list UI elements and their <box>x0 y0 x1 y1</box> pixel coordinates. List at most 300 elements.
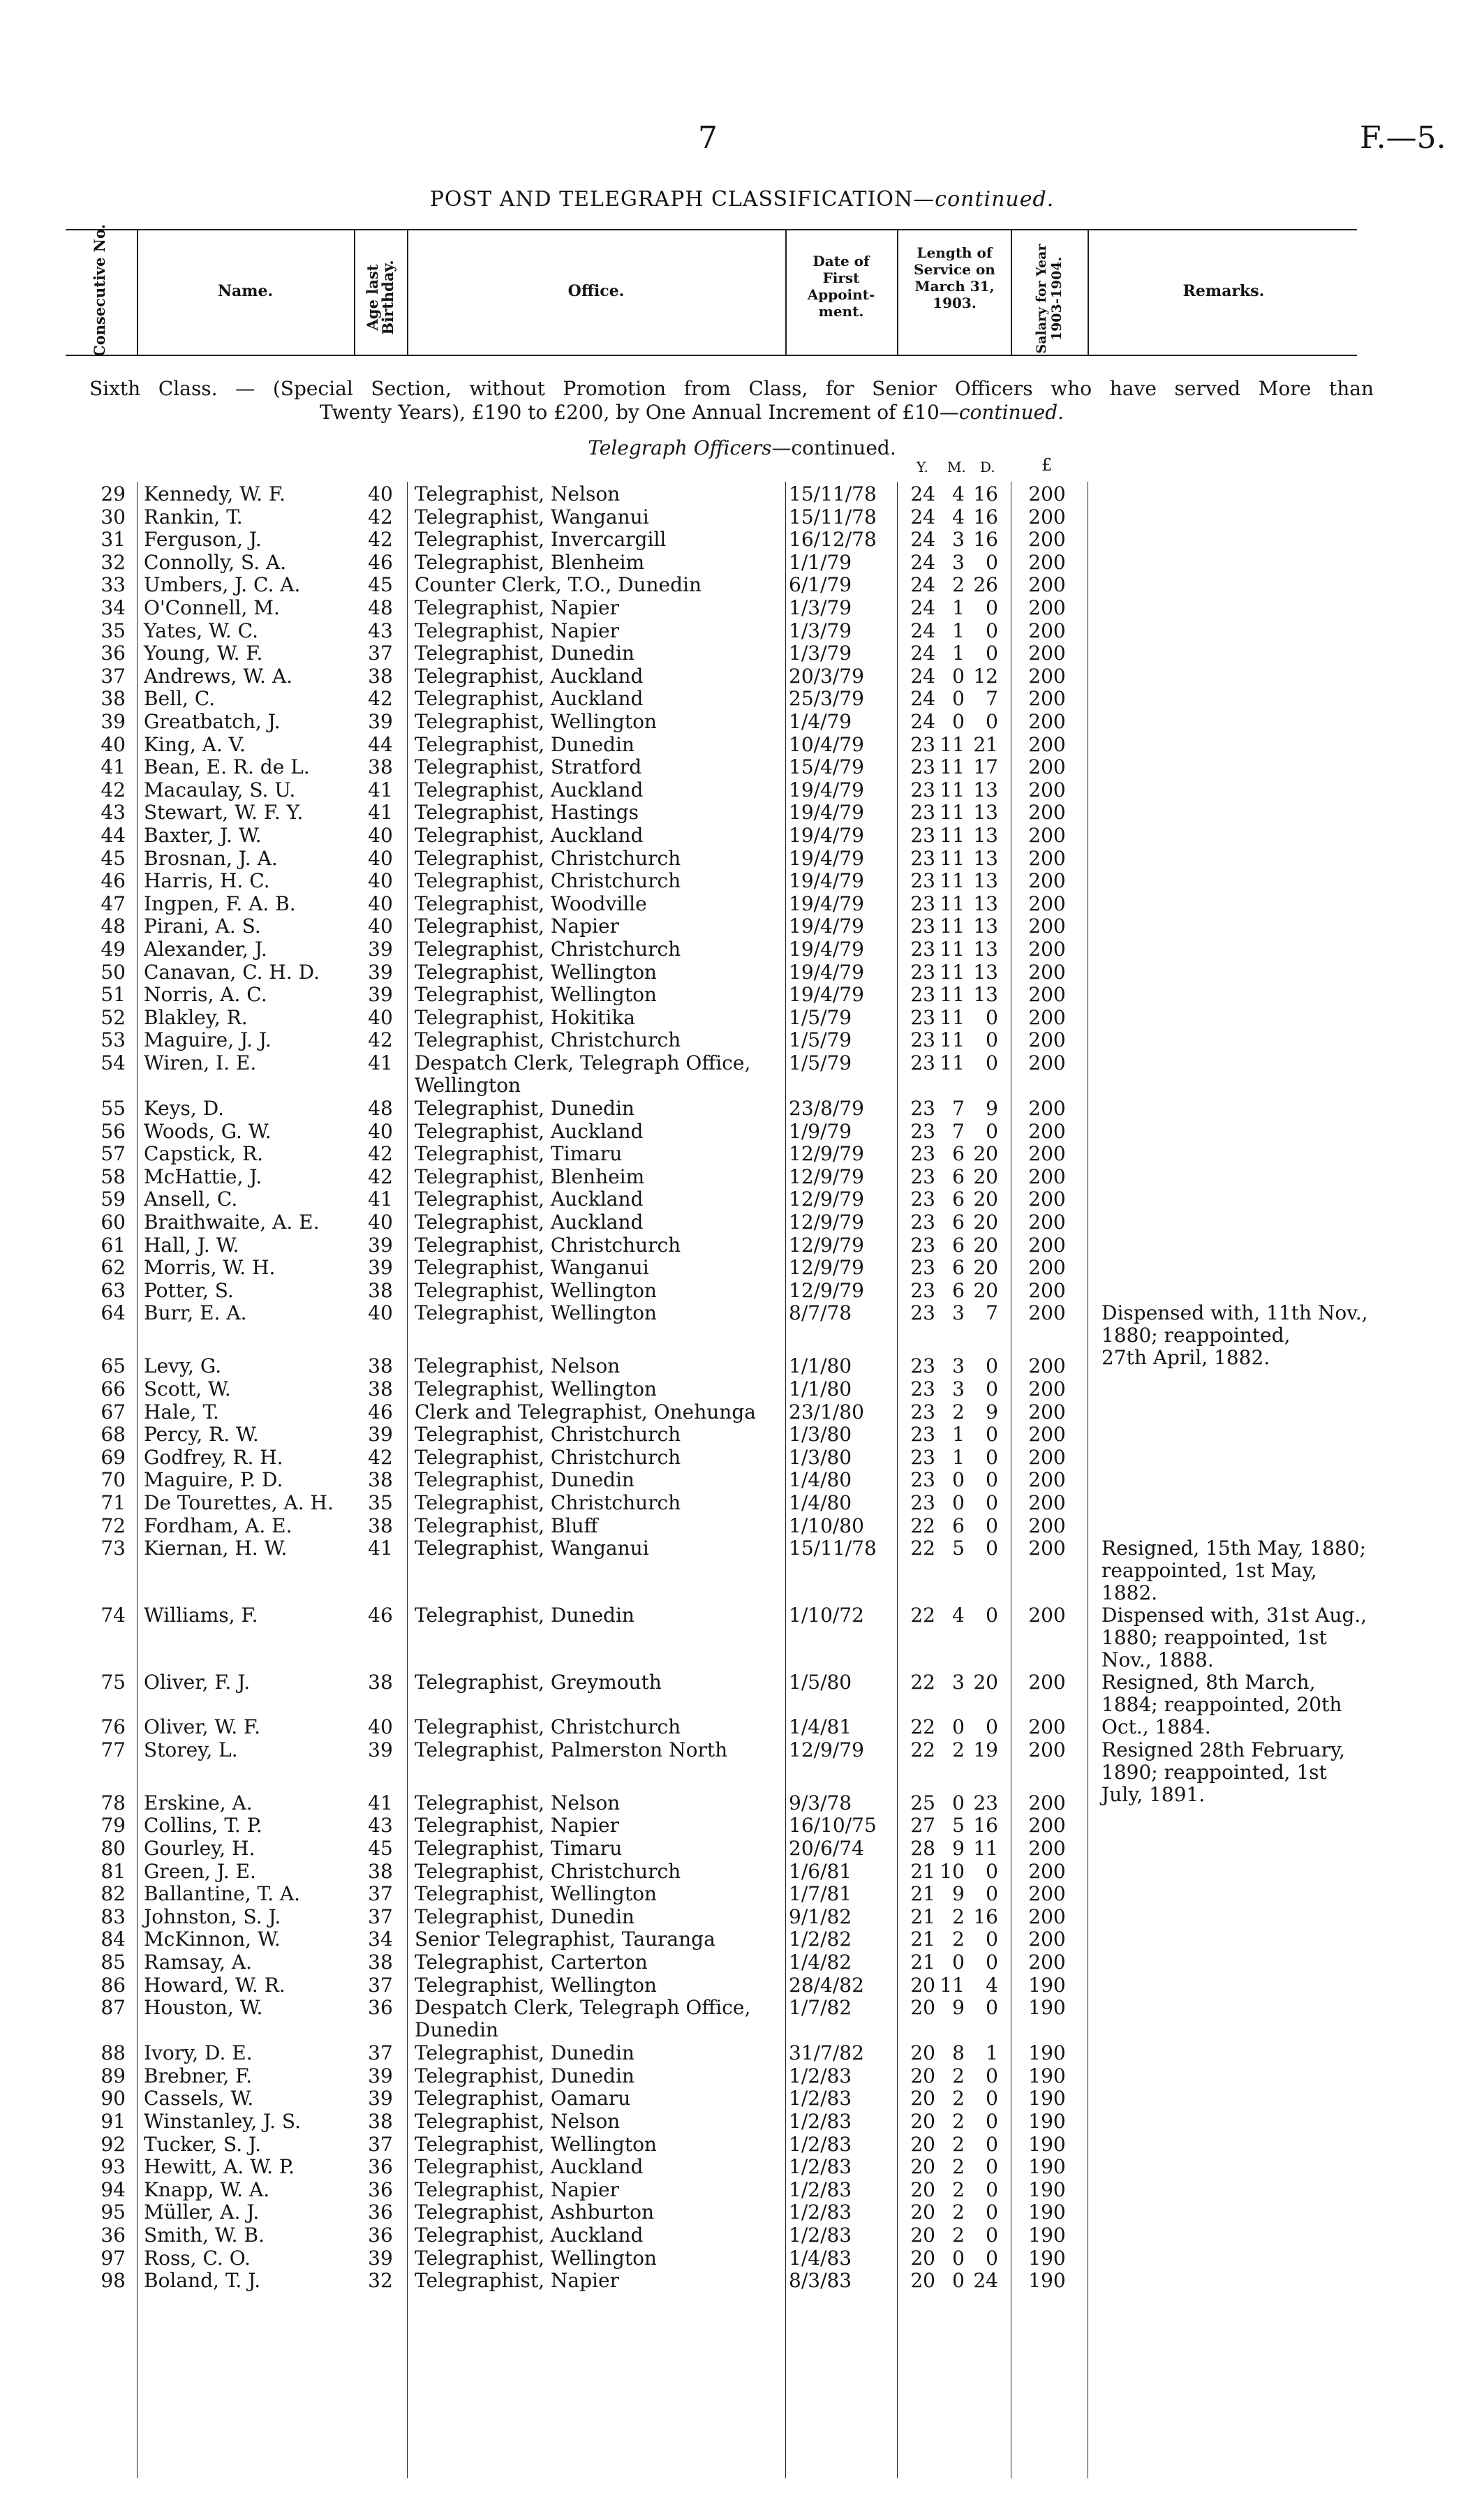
row-age: 39 <box>368 2087 393 2110</box>
row-age: 38 <box>368 1354 393 1378</box>
row-service-years: 24 <box>910 505 935 528</box>
row-number: 44 <box>101 824 126 847</box>
row-service-months: 6 <box>952 1233 965 1257</box>
row-date: 1/2/83 <box>789 2224 852 2247</box>
row-salary: 200 <box>1028 619 1066 642</box>
row-service-years: 20 <box>910 1973 935 1997</box>
row-date: 1/3/80 <box>789 1445 852 1469</box>
row-name: Ingpen, F. A. B. <box>144 892 296 915</box>
row-salary: 200 <box>1028 1445 1066 1469</box>
row-service-months: 11 <box>940 938 965 961</box>
row-service-months: 2 <box>952 573 965 597</box>
row-date: 1/2/83 <box>789 2132 852 2156</box>
column-rule <box>897 482 898 2478</box>
row-office: Telegraphist, Woodville <box>415 892 647 915</box>
row-salary: 200 <box>1028 642 1066 665</box>
row-name: Green, J. E. <box>144 1859 256 1883</box>
row-number: 40 <box>101 732 126 756</box>
row-service-months: 6 <box>952 1211 965 1234</box>
row-number: 72 <box>101 1514 126 1537</box>
row-remarks: Resigned 28th February, 1890; reappointed, 1st July, 1891. <box>1101 1738 1346 1806</box>
row-office: Telegraphist, Auckland <box>415 824 644 847</box>
row-date: 19/4/79 <box>789 824 864 847</box>
row-salary: 200 <box>1028 1905 1066 1928</box>
row-number: 36 <box>101 2224 126 2247</box>
row-office: Telegraphist, Invercargill <box>415 528 667 552</box>
row-name: Macaulay, S. U. <box>144 778 296 801</box>
row-service-days: 13 <box>973 846 998 870</box>
row-office: Telegraphist, Dunedin <box>415 1604 635 1627</box>
row-salary: 200 <box>1028 1514 1066 1537</box>
row-office: Telegraphist, Christchurch <box>415 1233 681 1257</box>
row-office: Telegraphist, Carterton <box>415 1951 648 1974</box>
row-date: 8/3/83 <box>789 2269 852 2293</box>
row-service-days: 0 <box>986 1119 998 1143</box>
row-office: Telegraphist, Nelson <box>415 482 621 505</box>
row-service-days: 16 <box>973 482 998 505</box>
row-service-months: 2 <box>952 2155 965 2179</box>
row-number: 84 <box>101 1928 126 1951</box>
row-service-years: 21 <box>910 1882 935 1906</box>
row-office: Telegraphist, Dunedin <box>415 732 635 756</box>
header-bottom-rule <box>66 355 1357 356</box>
row-name: Bean, E. R. de L. <box>144 755 310 779</box>
row-number: 91 <box>101 2110 126 2133</box>
row-service-days: 16 <box>973 1905 998 1928</box>
row-name: Hall, J. W. <box>144 1233 239 1257</box>
row-name: Braithwaite, A. E. <box>144 1211 320 1234</box>
row-salary: 200 <box>1028 1097 1066 1120</box>
row-office: Telegraphist, Christchurch <box>415 1423 681 1447</box>
header-divider <box>897 229 898 355</box>
row-number: 43 <box>101 801 126 824</box>
row-service-months: 6 <box>952 1256 965 1280</box>
row-age: 45 <box>368 573 393 597</box>
row-service-days: 13 <box>973 892 998 915</box>
row-service-days: 0 <box>986 1468 998 1492</box>
row-office: Telegraphist, Wellington <box>415 2132 657 2156</box>
row-service-years: 22 <box>910 1738 935 1761</box>
row-service-months: 11 <box>940 801 965 824</box>
row-age: 39 <box>368 1233 393 1257</box>
page-number: 7 <box>698 120 718 156</box>
row-name: Godfrey, R. H. <box>144 1445 283 1469</box>
row-number: 55 <box>101 1097 126 1120</box>
row-office: Telegraphist, Dunedin <box>415 2041 635 2065</box>
row-date: 15/4/79 <box>789 755 864 779</box>
row-number: 35 <box>101 619 126 642</box>
row-office: Telegraphist, Auckland <box>415 778 644 801</box>
row-service-years: 23 <box>910 960 935 984</box>
row-date: 19/4/79 <box>789 983 864 1007</box>
row-service-years: 23 <box>910 732 935 756</box>
row-number: 70 <box>101 1468 126 1492</box>
row-name: Pirani, A. S. <box>144 915 261 938</box>
row-date: 1/10/72 <box>789 1604 864 1627</box>
row-service-months: 7 <box>952 1097 965 1120</box>
row-date: 23/1/80 <box>789 1400 864 1423</box>
row-service-months: 0 <box>952 1491 965 1514</box>
row-age: 39 <box>368 2246 393 2270</box>
row-salary: 200 <box>1028 1301 1066 1325</box>
row-salary: 190 <box>1028 2110 1066 2133</box>
row-age: 40 <box>368 482 393 505</box>
row-service-months: 4 <box>952 505 965 528</box>
row-service-months: 0 <box>952 2246 965 2270</box>
row-date: 1/4/80 <box>789 1491 852 1514</box>
row-service-years: 20 <box>910 2087 935 2110</box>
row-name: Connolly, S. A. <box>144 550 287 574</box>
row-service-months: 0 <box>952 1468 965 1492</box>
row-age: 41 <box>368 1188 393 1211</box>
row-number: 94 <box>101 2177 126 2201</box>
row-service-days: 0 <box>986 2132 998 2156</box>
row-date: 1/5/79 <box>789 1028 852 1052</box>
row-service-years: 21 <box>910 1951 935 1974</box>
row-salary: 200 <box>1028 1791 1066 1814</box>
row-date: 1/5/79 <box>789 1051 852 1074</box>
row-number: 92 <box>101 2132 126 2156</box>
row-service-years: 23 <box>910 983 935 1007</box>
row-name: Cassels, W. <box>144 2087 254 2110</box>
row-salary: 200 <box>1028 1604 1066 1627</box>
row-service-days: 0 <box>986 1005 998 1029</box>
row-age: 42 <box>368 1445 393 1469</box>
row-service-years: 22 <box>910 1514 935 1537</box>
row-age: 38 <box>368 664 393 688</box>
row-salary: 200 <box>1028 710 1066 733</box>
row-date: 19/4/79 <box>789 801 864 824</box>
row-service-days: 24 <box>973 2269 998 2293</box>
column-header-salary: Salary for Year 1903-1904. <box>1034 244 1064 354</box>
row-service-days: 26 <box>973 573 998 597</box>
row-office: Telegraphist, Napier <box>415 915 619 938</box>
row-name: Scott, W. <box>144 1377 231 1400</box>
row-service-days: 16 <box>973 505 998 528</box>
row-name: Howard, W. R. <box>144 1973 285 1997</box>
row-number: 93 <box>101 2155 126 2179</box>
row-service-days: 13 <box>973 778 998 801</box>
row-number: 77 <box>101 1738 126 1761</box>
row-name: Hewitt, A. W. P. <box>144 2155 295 2179</box>
row-age: 39 <box>368 938 393 961</box>
row-number: 49 <box>101 938 126 961</box>
row-age: 40 <box>368 1211 393 1234</box>
row-service-months: 11 <box>940 1051 965 1074</box>
row-age: 43 <box>368 619 393 642</box>
row-age: 41 <box>368 1537 393 1560</box>
row-age: 38 <box>368 1278 393 1302</box>
row-service-months: 3 <box>952 1377 965 1400</box>
row-salary: 190 <box>1028 2201 1066 2224</box>
row-name: Ramsay, A. <box>144 1951 253 1974</box>
row-service-years: 23 <box>910 1491 935 1514</box>
row-service-years: 22 <box>910 1604 935 1627</box>
row-age: 37 <box>368 642 393 665</box>
row-salary: 200 <box>1028 824 1066 847</box>
row-service-days: 13 <box>973 801 998 824</box>
row-age: 38 <box>368 755 393 779</box>
row-service-days: 0 <box>986 2064 998 2087</box>
row-name: Storey, L. <box>144 1738 238 1761</box>
row-service-years: 21 <box>910 1859 935 1883</box>
row-office: Telegraphist, Wellington <box>415 1377 657 1400</box>
row-age: 46 <box>368 1604 393 1627</box>
row-name: Young, W. F. <box>144 642 263 665</box>
row-service-months: 9 <box>952 1996 965 2020</box>
row-name: Woods, G. W. <box>144 1119 272 1143</box>
row-salary: 200 <box>1028 846 1066 870</box>
row-date: 15/11/78 <box>789 482 877 505</box>
row-service-days: 0 <box>986 1491 998 1514</box>
row-date: 12/9/79 <box>789 1164 864 1188</box>
row-age: 40 <box>368 1301 393 1325</box>
row-service-years: 23 <box>910 1051 935 1074</box>
row-office: Telegraphist, Dunedin <box>415 1097 635 1120</box>
section-line-2-suffix: —continued. <box>939 401 1064 424</box>
row-name: Erskine, A. <box>144 1791 253 1814</box>
row-office: Telegraphist, Napier <box>415 2269 619 2293</box>
row-service-months: 3 <box>952 550 965 574</box>
row-date: 20/6/74 <box>789 1837 864 1860</box>
row-office: Telegraphist, Wellington <box>415 1278 657 1302</box>
row-salary: 200 <box>1028 1814 1066 1837</box>
section-line-1: Sixth Class. — (Special Section, without Promotion from Class, for Senior Officers who have served More than <box>89 377 1374 400</box>
row-name: Ferguson, J. <box>144 528 262 552</box>
row-name: Oliver, W. F. <box>144 1715 261 1739</box>
row-office: Telegraphist, Ashburton <box>415 2201 655 2224</box>
row-office: Telegraphist, Oamaru <box>415 2087 631 2110</box>
row-date: 10/4/79 <box>789 732 864 756</box>
row-salary: 200 <box>1028 1882 1066 1906</box>
row-number: 57 <box>101 1142 126 1166</box>
row-date: 1/2/83 <box>789 2155 852 2179</box>
row-number: 88 <box>101 2041 126 2065</box>
row-date: 15/11/78 <box>789 1537 877 1560</box>
row-service-days: 0 <box>986 1377 998 1400</box>
row-office: Telegraphist, Bluff <box>415 1514 598 1537</box>
row-office: Telegraphist, Auckland <box>415 1119 644 1143</box>
row-service-years: 23 <box>910 1377 935 1400</box>
row-number: 73 <box>101 1537 126 1560</box>
row-salary: 200 <box>1028 1028 1066 1052</box>
row-remarks: Dispensed with, 11th Nov., 1880; reappointed, 27th April, 1882. <box>1101 1301 1368 1370</box>
row-age: 39 <box>368 983 393 1007</box>
row-date: 19/4/79 <box>789 869 864 893</box>
row-number: 37 <box>101 664 126 688</box>
row-office: Telegraphist, Christchurch <box>415 869 681 893</box>
row-number: 68 <box>101 1423 126 1447</box>
row-age: 34 <box>368 1928 393 1951</box>
row-date: 1/1/79 <box>789 550 852 574</box>
row-name: Baxter, J. W. <box>144 824 262 847</box>
row-name: King, A. V. <box>144 732 246 756</box>
row-salary: 200 <box>1028 778 1066 801</box>
row-age: 42 <box>368 687 393 711</box>
title-suffix: —continued. <box>913 187 1055 212</box>
row-age: 42 <box>368 1028 393 1052</box>
row-date: 19/4/79 <box>789 938 864 961</box>
row-name: Andrews, W. A. <box>144 664 293 688</box>
row-date: 9/1/82 <box>789 1905 852 1928</box>
row-age: 38 <box>368 1468 393 1492</box>
row-service-days: 23 <box>973 1791 998 1814</box>
row-number: 76 <box>101 1715 126 1739</box>
row-date: 12/9/79 <box>789 1142 864 1166</box>
row-salary: 200 <box>1028 960 1066 984</box>
row-service-years: 20 <box>910 2177 935 2201</box>
row-date: 8/7/78 <box>789 1301 852 1325</box>
row-name: Harris, H. C. <box>144 869 270 893</box>
row-service-days: 20 <box>973 1164 998 1188</box>
row-number: 46 <box>101 869 126 893</box>
row-date: 1/9/79 <box>789 1119 852 1143</box>
row-office: Telegraphist, Greymouth <box>415 1671 662 1694</box>
row-age: 39 <box>368 2064 393 2087</box>
row-number: 67 <box>101 1400 126 1423</box>
row-office: Telegraphist, Auckland <box>415 687 644 711</box>
header-top-rule <box>66 229 1357 230</box>
row-date: 1/2/83 <box>789 2064 852 2087</box>
row-name: Johnston, S. J. <box>144 1905 281 1928</box>
row-office: Telegraphist, Wellington <box>415 1882 657 1906</box>
row-service-days: 16 <box>973 1814 998 1837</box>
row-service-months: 2 <box>952 2132 965 2156</box>
row-office: Telegraphist, Wellington <box>415 1973 657 1997</box>
row-date: 1/7/81 <box>789 1882 852 1906</box>
row-number: 82 <box>101 1882 126 1906</box>
row-salary: 200 <box>1028 892 1066 915</box>
row-office: Telegraphist, Hokitika <box>415 1005 635 1029</box>
row-service-months: 11 <box>940 778 965 801</box>
row-service-years: 25 <box>910 1791 935 1814</box>
row-service-days: 11 <box>973 1837 998 1860</box>
row-date: 1/5/79 <box>789 1005 852 1029</box>
row-service-days: 20 <box>973 1671 998 1694</box>
row-service-months: 3 <box>952 528 965 552</box>
row-age: 45 <box>368 1837 393 1860</box>
row-service-years: 23 <box>910 869 935 893</box>
row-salary: 200 <box>1028 1211 1066 1234</box>
row-salary: 190 <box>1028 2269 1066 2293</box>
row-age: 40 <box>368 892 393 915</box>
row-service-days: 19 <box>973 1738 998 1761</box>
column-rule <box>137 482 138 2478</box>
row-number: 33 <box>101 573 126 597</box>
row-number: 64 <box>101 1301 126 1325</box>
row-salary: 190 <box>1028 2155 1066 2179</box>
row-service-days: 21 <box>973 732 998 756</box>
row-remarks: Dispensed with, 31st Aug., 1880; reappointed, 1st Nov., 1888. <box>1101 1604 1367 1672</box>
row-service-months: 2 <box>952 2201 965 2224</box>
row-salary: 200 <box>1028 1377 1066 1400</box>
row-office: Telegraphist, Nelson <box>415 1791 621 1814</box>
row-number: 90 <box>101 2087 126 2110</box>
row-office: Telegraphist, Auckland <box>415 1188 644 1211</box>
row-date: 19/4/79 <box>789 960 864 984</box>
row-age: 48 <box>368 1097 393 1120</box>
row-age: 41 <box>368 1791 393 1814</box>
row-number: 95 <box>101 2201 126 2224</box>
row-age: 38 <box>368 1377 393 1400</box>
column-header-name: Name. <box>217 282 274 300</box>
row-service-years: 24 <box>910 664 935 688</box>
row-name: Morris, W. H. <box>144 1256 276 1280</box>
row-office: Telegraphist, Wellington <box>415 1301 657 1325</box>
row-service-days: 0 <box>986 1951 998 1974</box>
row-salary: 200 <box>1028 687 1066 711</box>
row-salary: 200 <box>1028 755 1066 779</box>
row-date: 12/9/79 <box>789 1188 864 1211</box>
row-number: 60 <box>101 1211 126 1234</box>
row-number: 86 <box>101 1973 126 1997</box>
row-service-months: 1 <box>952 596 965 619</box>
row-salary: 190 <box>1028 2177 1066 2201</box>
row-age: 43 <box>368 1814 393 1837</box>
row-office: Telegraphist, Napier <box>415 596 619 619</box>
row-name: Burr, E. A. <box>144 1301 247 1325</box>
row-service-years: 24 <box>910 573 935 597</box>
row-age: 40 <box>368 824 393 847</box>
row-date: 1/2/83 <box>789 2201 852 2224</box>
row-service-months: 2 <box>952 2177 965 2201</box>
row-office: Telegraphist, Christchurch <box>415 1715 681 1739</box>
row-date: 12/9/79 <box>789 1256 864 1280</box>
row-service-months: 11 <box>940 1005 965 1029</box>
subsection-heading-suffix: —continued. <box>771 436 896 459</box>
row-salary: 190 <box>1028 2246 1066 2270</box>
row-office: Telegraphist, Wanganui <box>415 1537 649 1560</box>
row-salary: 200 <box>1028 1715 1066 1739</box>
row-office: Telegraphist, Christchurch <box>415 938 681 961</box>
row-age: 36 <box>368 2155 393 2179</box>
row-date: 1/5/80 <box>789 1671 852 1694</box>
row-service-years: 23 <box>910 755 935 779</box>
row-service-months: 11 <box>940 960 965 984</box>
row-office: Telegraphist, Auckland <box>415 2224 644 2247</box>
header-divider <box>354 229 355 355</box>
row-age: 40 <box>368 869 393 893</box>
header-divider <box>1011 229 1012 355</box>
row-age: 38 <box>368 1859 393 1883</box>
header-divider <box>785 229 787 355</box>
row-date: 1/3/80 <box>789 1423 852 1447</box>
row-service-years: 24 <box>910 550 935 574</box>
row-age: 36 <box>368 2224 393 2247</box>
row-service-years: 24 <box>910 596 935 619</box>
row-number: 41 <box>101 755 126 779</box>
row-remarks: Resigned, 15th May, 1880; reappointed, 1st May, 1882. <box>1101 1537 1366 1605</box>
row-office: Telegraphist, Christchurch <box>415 1491 681 1514</box>
row-service-years: 24 <box>910 710 935 733</box>
row-service-months: 1 <box>952 1423 965 1447</box>
row-service-years: 23 <box>910 1164 935 1188</box>
row-service-days: 0 <box>986 2155 998 2179</box>
row-salary: 200 <box>1028 915 1066 938</box>
row-service-years: 23 <box>910 938 935 961</box>
column-header-consecutive: Consecutive No. <box>91 224 108 357</box>
row-age: 32 <box>368 2269 393 2293</box>
row-name: Keys, D. <box>144 1097 225 1120</box>
row-name: Müller, A. J. <box>144 2201 260 2224</box>
row-service-days: 0 <box>986 642 998 665</box>
row-salary: 200 <box>1028 1837 1066 1860</box>
row-date: 25/3/79 <box>789 687 864 711</box>
row-service-years: 23 <box>910 1468 935 1492</box>
row-office: Telegraphist, Dunedin <box>415 1468 635 1492</box>
row-age: 40 <box>368 846 393 870</box>
row-service-months: 6 <box>952 1514 965 1537</box>
